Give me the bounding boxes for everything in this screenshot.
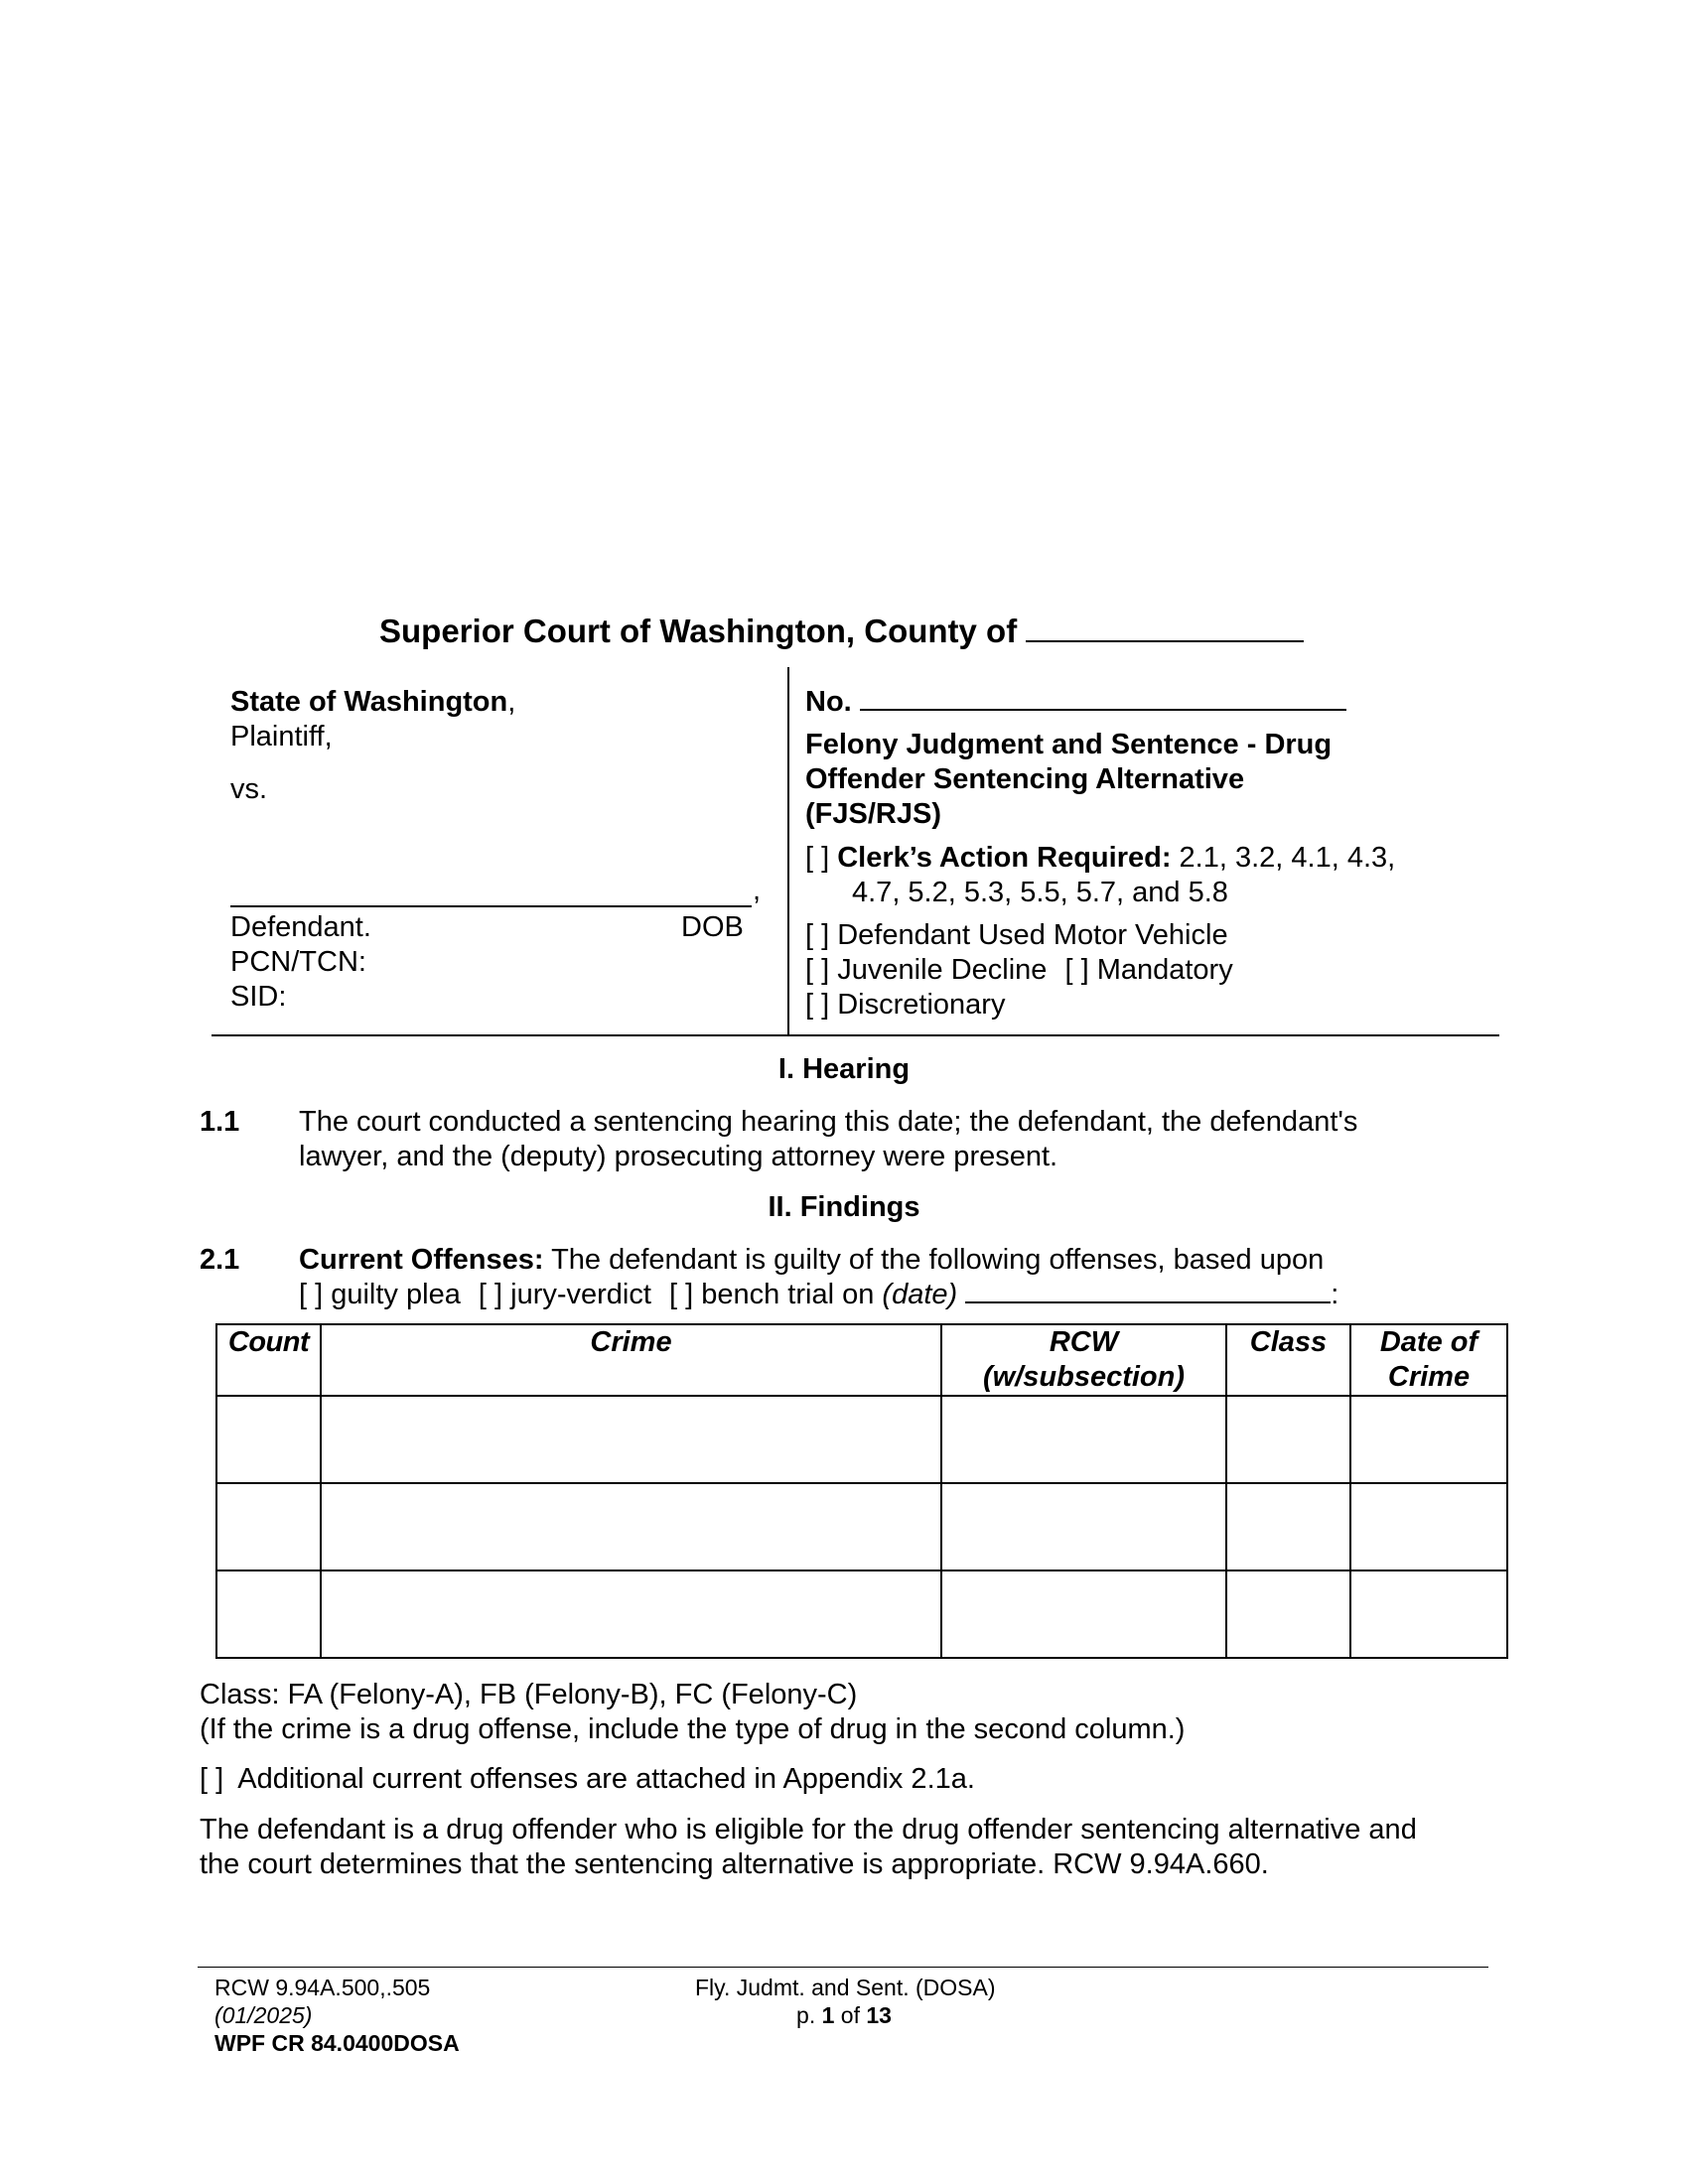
offenses-table: [215, 1323, 1508, 1659]
table-row: [216, 1570, 1507, 1658]
hearing-text-line2: lawyer, and the (deputy) prosecuting attorney were present.: [299, 1141, 1058, 1172]
jury-verdict-label: jury-verdict: [510, 1279, 651, 1310]
page-total: 13: [866, 2002, 892, 2028]
class-header: Class: [1226, 1324, 1350, 1396]
discretionary-checkbox[interactable]: [ ]: [805, 989, 830, 1021]
bench-trial-label: bench trial on: [701, 1279, 875, 1310]
additional-offenses-checkbox[interactable]: [ ]: [200, 1763, 224, 1795]
date-label: (date): [882, 1279, 958, 1310]
juvenile-line: [805, 953, 1233, 988]
footer-page-number: [695, 2001, 993, 2029]
footer-form-id: WPF CR 84.0400DOSA: [214, 2030, 460, 2056]
plea-options-line: [299, 1278, 1338, 1312]
rcw-cell[interactable]: [941, 1570, 1226, 1658]
rcw-header-line1: RCW: [1049, 1326, 1119, 1358]
defendant-comma: ,: [753, 875, 762, 906]
clerk-action-line: [805, 841, 1395, 876]
page-of: of: [834, 2002, 867, 2028]
defendant-label: Defendant.: [230, 911, 371, 943]
footer-form-title: Fly. Judmt. and Sent. (DOSA): [695, 1975, 996, 2000]
defendant-name-blank[interactable]: [230, 905, 752, 907]
rcw-cell[interactable]: [941, 1483, 1226, 1570]
caption-divider: [787, 667, 789, 1034]
juvenile-decline-label: Juvenile Decline: [837, 954, 1048, 986]
hearing-text-line1: The court conducted a sentencing hearing this date; the defendant, the defendant's: [299, 1106, 1358, 1138]
eligibility-line2: the court determines that the sentencing alternative is appropriate. RCW 9.94A.660.: [200, 1848, 1269, 1880]
count-header: Count: [216, 1324, 321, 1396]
current-offenses-line: [299, 1243, 1324, 1278]
mandatory-checkbox[interactable]: [ ]: [1064, 954, 1089, 986]
rcw-cell[interactable]: [941, 1396, 1226, 1483]
additional-offenses-line: [200, 1762, 975, 1797]
clerk-action-sections-2: 4.7, 5.2, 5.3, 5.5, 5.7, and 5.8: [852, 877, 1228, 908]
hearing-number: 1.1: [200, 1106, 240, 1138]
mandatory-label: Mandatory: [1096, 954, 1233, 986]
court-title: [379, 613, 1304, 650]
findings-number: 2.1: [200, 1244, 240, 1276]
plaintiff-comma: ,: [507, 686, 516, 718]
hearing-heading: I. Hearing: [777, 1053, 911, 1085]
class-cell[interactable]: [1226, 1396, 1350, 1483]
case-no-label: No.: [805, 686, 852, 718]
sid-label: SID:: [230, 981, 287, 1013]
findings-heading: II. Findings: [768, 1191, 920, 1223]
jury-verdict-checkbox[interactable]: [ ]: [478, 1279, 503, 1310]
current-offenses-text: The defendant is guilty of the following offenses, based upon: [543, 1244, 1325, 1276]
case-number-blank[interactable]: [860, 685, 1346, 711]
vs-label: vs.: [230, 773, 268, 805]
plaintiff-line: [230, 685, 515, 720]
trial-date-blank[interactable]: [965, 1278, 1331, 1303]
plaintiff-role: Plaintiff,: [230, 721, 333, 752]
table-row: [216, 1483, 1507, 1570]
rcw-header-line2: (w/subsection): [982, 1361, 1185, 1393]
case-number-line: [805, 685, 1346, 720]
bench-trial-checkbox[interactable]: [ ]: [669, 1279, 694, 1310]
crime-cell[interactable]: [321, 1396, 941, 1483]
footer-rcw: RCW 9.94A.500,.505: [214, 1975, 431, 2000]
class-legend: Class: FA (Felony-A), FB (Felony-B), FC (Felony-C): [200, 1679, 858, 1710]
offenses-header-row: [216, 1324, 1507, 1396]
motor-vehicle-label: Defendant Used Motor Vehicle: [837, 919, 1228, 951]
clerk-action-label: Clerk’s Action Required:: [837, 842, 1172, 874]
footer-revision: (01/2025): [214, 2002, 313, 2028]
clerk-action-checkbox[interactable]: [ ]: [805, 842, 830, 874]
date-of-crime-header: [1350, 1324, 1507, 1396]
page-prefix: p.: [796, 2002, 822, 2028]
date-cell[interactable]: [1350, 1570, 1507, 1658]
date-header-line2: Crime: [1387, 1361, 1471, 1393]
juvenile-checkbox[interactable]: [ ]: [805, 954, 830, 986]
plaintiff-name: State of Washington: [230, 686, 508, 718]
date-colon: :: [1331, 1279, 1339, 1310]
guilty-plea-label: guilty plea: [331, 1279, 461, 1310]
rcw-header: [941, 1324, 1226, 1396]
count-cell[interactable]: [216, 1396, 321, 1483]
crime-header: Crime: [321, 1324, 941, 1396]
additional-offenses-text: Additional current offenses are attached in Appendix 2.1a.: [237, 1763, 975, 1795]
count-cell[interactable]: [216, 1570, 321, 1658]
crime-cell[interactable]: [321, 1483, 941, 1570]
date-cell[interactable]: [1350, 1396, 1507, 1483]
date-cell[interactable]: [1350, 1483, 1507, 1570]
caption-bottom-rule: [211, 1034, 1499, 1036]
eligibility-line1: The defendant is a drug offender who is eligible for the drug offender sentencing alternative and: [200, 1814, 1417, 1845]
dob-label: DOB: [681, 911, 744, 943]
motor-vehicle-line: [805, 918, 1228, 953]
table-row: [216, 1396, 1507, 1483]
clerk-action-sections-1: 2.1, 3.2, 4.1, 4.3,: [1171, 842, 1396, 874]
drug-note: (If the crime is a drug offense, include the type of drug in the second column.): [200, 1713, 1186, 1745]
page-current: 1: [821, 2002, 835, 2028]
guilty-plea-checkbox[interactable]: [ ]: [299, 1279, 324, 1310]
doc-title-line3: (FJS/RJS): [805, 798, 941, 830]
motor-vehicle-checkbox[interactable]: [ ]: [805, 919, 830, 951]
footer-rule: [198, 1967, 1488, 1968]
doc-title-line2: Offender Sentencing Alternative: [805, 763, 1245, 795]
discretionary-label: Discretionary: [837, 989, 1006, 1021]
doc-title-line1: Felony Judgment and Sentence - Drug: [805, 729, 1333, 760]
class-cell[interactable]: [1226, 1483, 1350, 1570]
crime-cell[interactable]: [321, 1570, 941, 1658]
count-cell[interactable]: [216, 1483, 321, 1570]
county-blank[interactable]: [1026, 616, 1304, 642]
current-offenses-label: Current Offenses:: [299, 1244, 544, 1276]
date-header-line1: Date of: [1379, 1326, 1478, 1358]
class-cell[interactable]: [1226, 1570, 1350, 1658]
pcn-label: PCN/TCN:: [230, 946, 366, 978]
discretionary-line: [805, 988, 1005, 1023]
court-title-text: Superior Court of Washington, County of: [379, 613, 1018, 649]
